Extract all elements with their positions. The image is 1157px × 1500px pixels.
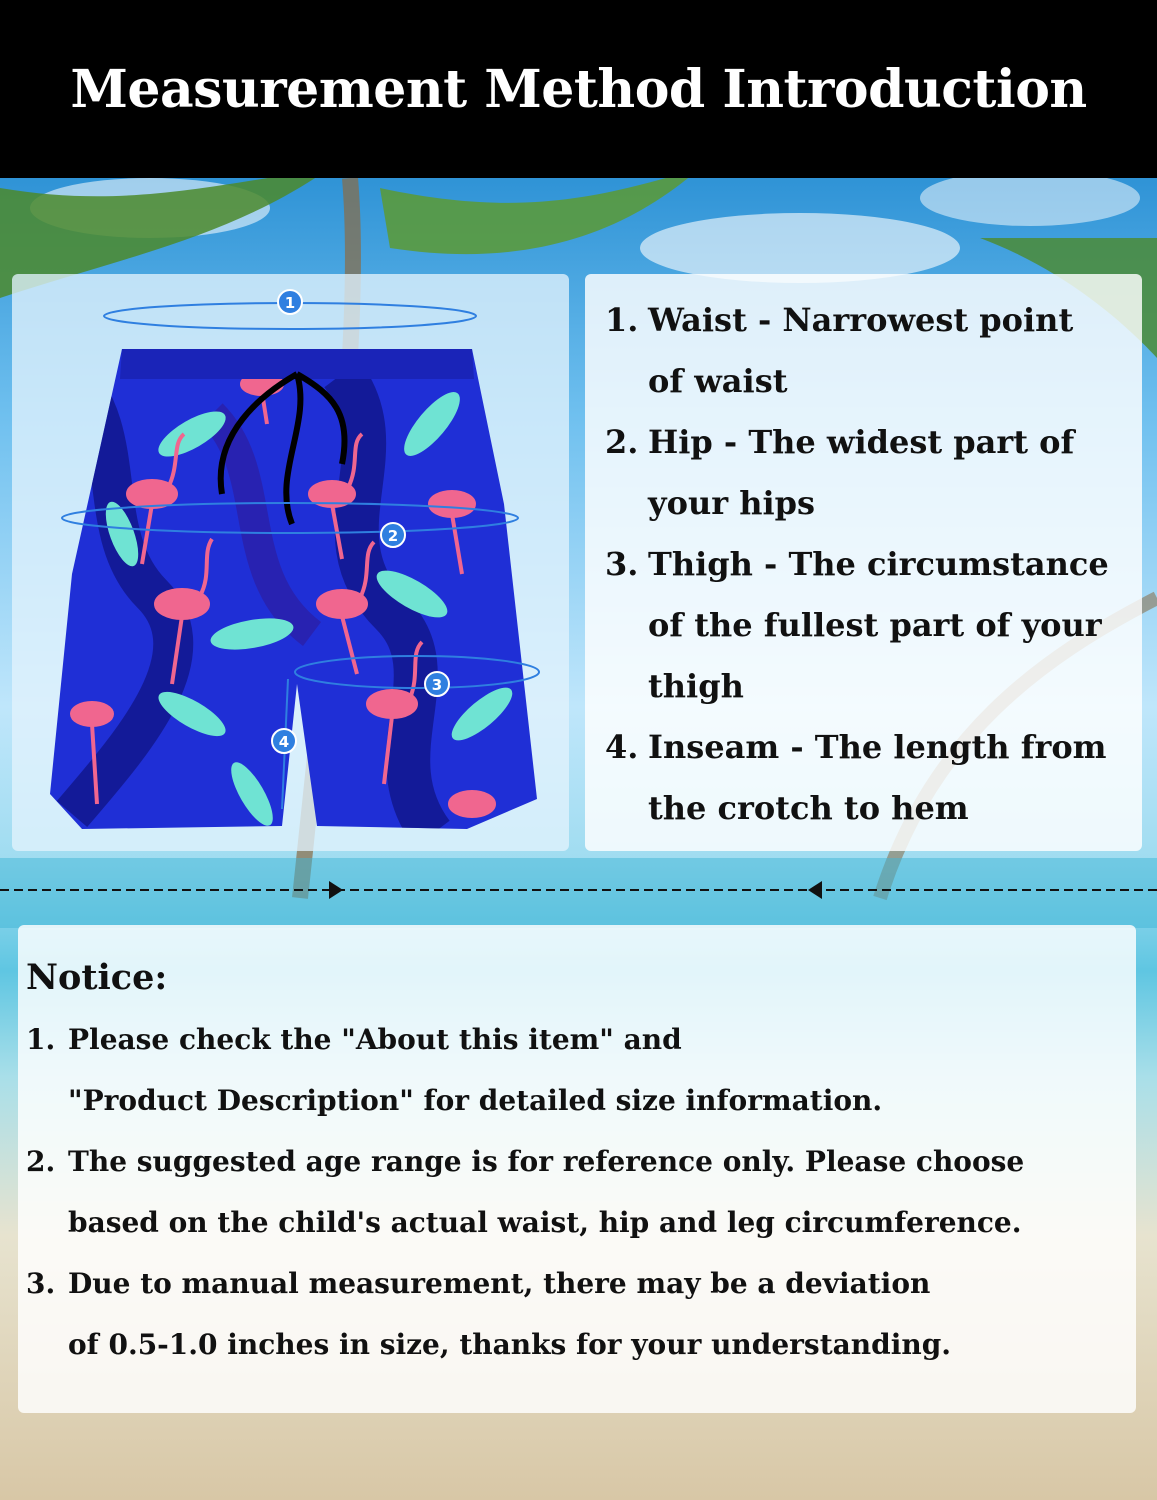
beach-background [0, 178, 1157, 1500]
notice-item [26, 1131, 1024, 1253]
item-text-cont: of waist [648, 362, 788, 400]
measurement-item-thigh [605, 534, 1109, 717]
item-text-cont: of the fullest part of your [648, 606, 1102, 644]
marker-1: 1 [284, 294, 296, 312]
notice-text: Due to manual measurement, there may be a deviation [68, 1267, 931, 1300]
measurement-item-waist [605, 290, 1073, 412]
notice-number: 2. [26, 1145, 56, 1178]
notice-text-cont: "Product Description" for detailed size information. [68, 1084, 883, 1117]
arrow-left-icon [808, 881, 822, 899]
item-text: Waist - Narrowest point [648, 301, 1074, 339]
title-banner [0, 0, 1157, 178]
item-text: Hip - The widest part of [648, 423, 1075, 461]
notice-number: 3. [26, 1267, 56, 1300]
notice-text: The suggested age range is for reference only. Please choose [68, 1145, 1025, 1178]
notice-item [26, 1253, 951, 1375]
item-number: 1. [605, 301, 639, 339]
notice-panel [18, 925, 1136, 1413]
item-text-cont: thigh [648, 667, 744, 705]
notice-number: 1. [26, 1023, 56, 1056]
item-number: 2. [605, 423, 639, 461]
measurement-list-panel [585, 274, 1142, 851]
item-text: Inseam - The length from [648, 728, 1107, 766]
notice-text-cont: based on the child's actual waist, hip and leg circumference. [68, 1206, 1022, 1239]
notice-title: Notice: [26, 957, 168, 998]
page-title: Measurement Method Introduction [70, 58, 1087, 120]
marker-2: 2 [387, 527, 399, 545]
marker-4: 4 [278, 733, 290, 751]
notice-text: Please check the "About this item" and [68, 1023, 682, 1056]
shorts-image-panel [12, 274, 569, 851]
shorts-illustration [12, 274, 569, 851]
item-number: 3. [605, 545, 639, 583]
marker-3: 3 [431, 676, 443, 694]
arrow-right-icon [329, 881, 343, 899]
notice-item [26, 1009, 882, 1131]
measurement-item-inseam [605, 717, 1107, 839]
dashed-divider [0, 889, 1157, 891]
notice-text-cont: of 0.5-1.0 inches in size, thanks for your understanding. [68, 1328, 952, 1361]
item-text-cont: your hips [648, 484, 816, 522]
item-text: Thigh - The circumstance [648, 545, 1109, 583]
item-number: 4. [605, 728, 639, 766]
measurement-item-hip [605, 412, 1074, 534]
item-text-cont: the crotch to hem [648, 789, 969, 827]
